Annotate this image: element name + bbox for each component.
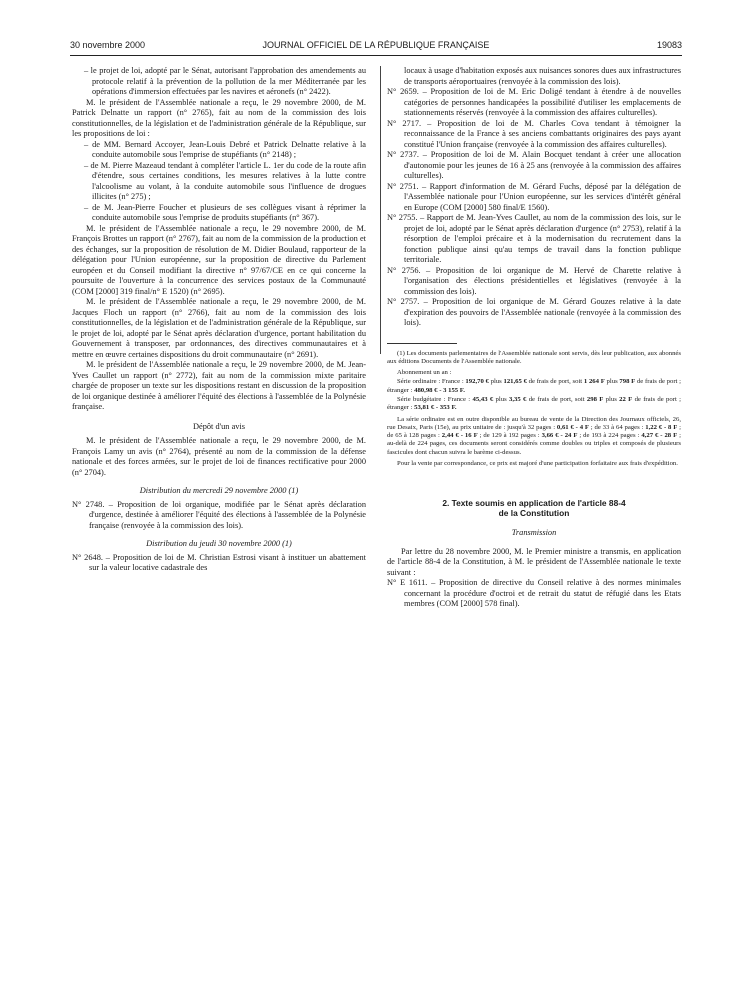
paragraph: M. le président de l'Assemblée nationale a reçu, le 29 novembre 2000, de M. Jean-Yves Caullet un rapport (n° 2772), fait au nom de la commission mixte paritaire chargée de proposer un texte sur les dispositions restant en discussion de la proposition de loi organique destinée à améliorer l'équité des élections à l'assemblée de la Polynésie française.: [72, 360, 366, 411]
distribution-heading: Distribution du jeudi 30 novembre 2000 (1): [146, 539, 292, 548]
paragraph: M. le président de l'Assemblée nationale a reçu, le 29 novembre 2000, de M. Patrick Delnatte un rapport (n° 2765), fait au nom de la commission des lois constitutionnelles, de la législation et de l'administration générale de la République, sur les propositions de loi :: [72, 97, 366, 138]
page-number: 19083: [656, 40, 682, 50]
document-entry: N° E 1611. – Proposition de directive du Conseil relative à des normes minimales concernant la procédure d'octroi et de retrait du statut de réfugié dans les Etats membres (COM [2000] 578 final).: [387, 578, 681, 609]
right-column: [387, 66, 681, 610]
paragraph: locaux à usage d'habitation exposés aux nuisances sonores dues aux infrastructures de transports aéroportuaires (renvoyée à la commission des lois).: [404, 66, 681, 86]
footnote-text: Pour la vente par correspondance, ce prix est majoré d'une participation forfaitaire aux frais d'expédition.: [397, 460, 678, 468]
list-item: – de MM. Bernard Accoyer, Jean-Louis Debré et Patrick Delnatte relative à la conduite automobile sous l'emprise de stupéfiants (n° 2148) ;: [84, 139, 366, 159]
document-entry: N° 2737. – Proposition de loi de M. Alain Bocquet tendant à créer une allocation d'autonomie pour les jeunes de 16 à 25 ans (renvoyée à la commission des affaires culturelles).: [387, 150, 681, 180]
header-rule: [70, 55, 682, 56]
footnote-text: La série ordinaire est en outre disponible au bureau de vente de la Direction des Journaux officiels, 26, rue Desaix, Paris (15e), au prix unitaire de : jusqu'à 32 pages : 0,61 € - 4 F ; de 33 à 64 pages : 1,22 € - 8 F ; de 65 à 128 pages : 2,44 € - 16 F ; de 129 à 192 pages : 3,66 € - 24 F ; de 193 à 224 pages : 4,27 € - 28 F ; au-delà de 224 pages, ces documents seront considérés comme doubles ou triples et composés de plusieurs fascicules dont chacun suivra le barème ci-dessus.: [387, 415, 681, 456]
header-title: JOURNAL OFFICIEL DE LA RÉPUBLIQUE FRANÇAISE: [262, 40, 490, 50]
document-entry: N° 2648. – Proposition de loi de M. Christian Estrosi visant à instituer un abattement sur la valeur locative cadastrale des: [72, 552, 366, 572]
document-entry: N° 2748. – Proposition de loi organique, modifiée par le Sénat après déclaration d'urgence, destinée à améliorer l'équité des élections à l'assemblée de la Polynésie française (renvoyée à la commission des lois).: [72, 499, 366, 530]
subsection-heading: Transmission: [511, 528, 557, 538]
page-header: [70, 40, 682, 54]
footnote-price: Série budgétaire : France : 45,43 € plus 3,35 € de frais de port, soit 298 F plus 22 F de frais de port ; étranger : 53,81 € - 353 F.: [387, 395, 681, 412]
header-date: 30 novembre 2000: [70, 40, 146, 50]
document-entry: N° 2659. – Proposition de loi de M. Eric Doligé tendant à étendre à de nouvelles catégories de personnes handicapées la possibilité d'utiliser les emplacements de stationnements réservés (renvoyée à la commission des affaires culturelles).: [387, 87, 681, 117]
footnote-text: (1) Les documents parlementaires de l'Assemblée nationale sont servis, dès leur publication, aux abonnés aux éditions Documents de l'Assemblée nationale.: [387, 349, 681, 365]
left-column: [72, 66, 366, 574]
document-entry: N° 2755. – Rapport de M. Jean-Yves Caullet, au nom de la commission des lois, sur le projet de loi, adopté par le Sénat après déclaration d'urgence (n° 2753), relatif à la résorption de l'emploi précaire et à la modernisation du recrutement dans la fonction publique ainsi qu'au temps de travail dans la fonction publique territoriale.: [387, 213, 681, 264]
distribution-heading: Distribution du mercredi 29 novembre 2000 (1): [139, 486, 299, 495]
document-entry: N° 2757. – Proposition de loi organique de M. Gérard Gouzes relative à la date d'expiration des pouvoirs de l'Assemblée nationale (renvoyée à la commission des lois).: [387, 297, 681, 327]
footnote: [387, 350, 681, 469]
footnote-text: Abonnement un an :: [397, 369, 452, 377]
paragraph: Par lettre du 28 novembre 2000, M. le Premier ministre a transmis, en application de l'article 88-4 de la Constitution, à M. le président de l'Assemblée nationale le texte suivant :: [387, 546, 681, 577]
revision-bar: [380, 66, 381, 354]
paragraph: M. le président de l'Assemblée nationale a reçu, le 29 novembre 2000, de M. Jacques Floch un rapport (n° 2766), fait au nom de la commission des lois constitutionnelles, de la législation et de l'administration générale de la République, sur le projet de loi, adopté par le Sénat après déclaration d'urgence, portant habilitation du Gouvernement à transposer, par ordonnances, des directives communautaires et à mettre en œuvre certaines dispositions du droit communautaire (n° 2691).: [72, 297, 366, 359]
section-heading: Dépôt d'un avis: [192, 421, 246, 431]
footnote-rule: [387, 343, 457, 344]
footnote-price: Série ordinaire : France : 192,70 € plus 121,65 € de frais de port, soit 1 264 F plus 798 F de frais de port ; étranger : 480,98 € - 3 155 F.: [387, 378, 681, 394]
paragraph: – le projet de loi, adopté par le Sénat, autorisant l'approbation des amendements au protocole relatif à la prévention de la pollution de la mer Méditerranée par les opérations d'immersion effectuées par les navires et aéronefs (n° 2422).: [84, 66, 366, 96]
document-entry: N° 2751. – Rapport d'information de M. Gérard Fuchs, déposé par la délégation de l'Assemblée nationale pour l'Union européenne, sur les services d'intérêt général en Europe (COM [2000] 580 final/E 1560).: [387, 181, 681, 212]
paragraph: M. le président de l'Assemblée nationale a reçu, le 29 novembre 2000, de M. François Brottes un rapport (n° 2767), fait au nom de la commission de la production et des échanges, sur la proposition de résolution de M. Didier Boulaud, rapporteur de la délégation pour l'Union européenne, sur la proposition de directive du Parlement européen et du Conseil modifiant la directive n° 97/67/CE en ce qui concerne la poursuite de l'ouverture à la concurrence des services postaux de la Communauté (COM [2000] 319 final/n° E 1520) (n° 2695).: [72, 223, 366, 296]
document-entry: N° 2756. – Proposition de loi organique de M. Hervé de Charette relative à l'organisation des élections présidentielles et législatives (renvoyée à la commission des lois).: [387, 265, 681, 296]
document-entry: N° 2717. – Proposition de loi de M. Charles Cova tendant à témoigner la reconnaissance de la France à ses anciens combattants originaires des pays ayant constitué l'Union française (renvoyée à la commission des affaires culturelles).: [387, 118, 681, 149]
list-item: – de M. Pierre Mazeaud tendant à compléter l'article L. 1er du code de la route afin d'étendre, sous certaines conditions, les mesures relatives à la lutte contre l'alcoolisme au volant, à la conduite automobile sous l'influence de drogues illicites (n° 275) ;: [84, 160, 366, 201]
list-item: – de M. Jean-Pierre Foucher et plusieurs de ses collègues visant à réprimer la conduite automobile sous l'emprise de produits stupéfiants (n° 367).: [84, 202, 366, 222]
paragraph: M. le président de l'Assemblée nationale a reçu, le 29 novembre 2000, de M. François Lamy un avis (n° 2764), présenté au nom de la commission de la défense nationale et des forces armées, sur le projet de loi de finances rectificative pour 2000 (n° 2704).: [72, 436, 366, 477]
section-title: 2. Texte soumis en application de l'article 88-4 de la Constitution: [442, 498, 626, 519]
